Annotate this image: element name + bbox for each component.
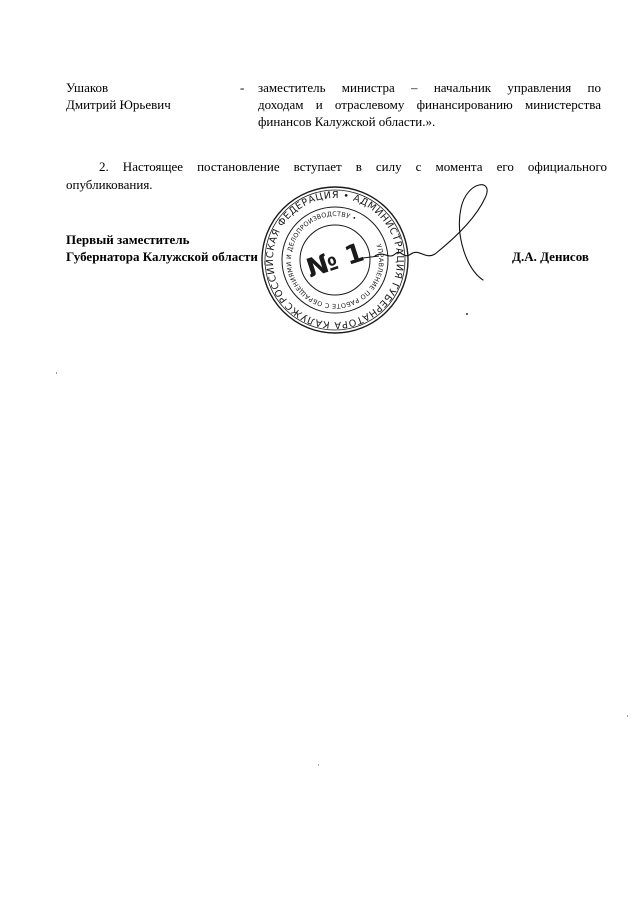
member-dash: - (240, 80, 245, 95)
scan-speck (466, 313, 468, 315)
seal-outer-text: РОССИЙСКАЯ ФЕДЕРАЦИЯ • АДМИНИСТРАЦИЯ ГУБЕРНАТОРА КАЛУЖСКОЙ (264, 189, 406, 331)
clause-text-line-2: опубликования. (66, 177, 153, 192)
member-position-line-2: доходам и отраслевому финансированию министерства (258, 97, 601, 112)
scan-speck (627, 715, 628, 717)
signatory-title-line-2: Губернатора Калужской области (66, 249, 258, 264)
seal-number: № 1 (302, 237, 368, 285)
clause-text-line-1: 2. Настоящее постановление вступает в силу с момента его официального (99, 159, 607, 174)
member-position-line-1: заместитель министра – начальник управления по (258, 80, 601, 95)
signatory-title-line-1: Первый заместитель (66, 232, 190, 247)
member-position-line-3: финансов Калужской области.». (258, 114, 436, 129)
handwritten-signature (355, 180, 505, 290)
scan-speck (56, 372, 57, 374)
member-surname: Ушаков (66, 80, 109, 95)
member-name: Дмитрий Юрьевич (66, 97, 171, 112)
signatory-name: Д.А. Денисов (512, 249, 589, 264)
seal-inner-text: УПРАВЛЕНИЕ ПО РАБОТЕ С ОБРАЩЕНИЯМИ И ДЕЛОПРОИЗВОДСТВУ • (284, 209, 386, 311)
scan-speck (318, 764, 319, 766)
